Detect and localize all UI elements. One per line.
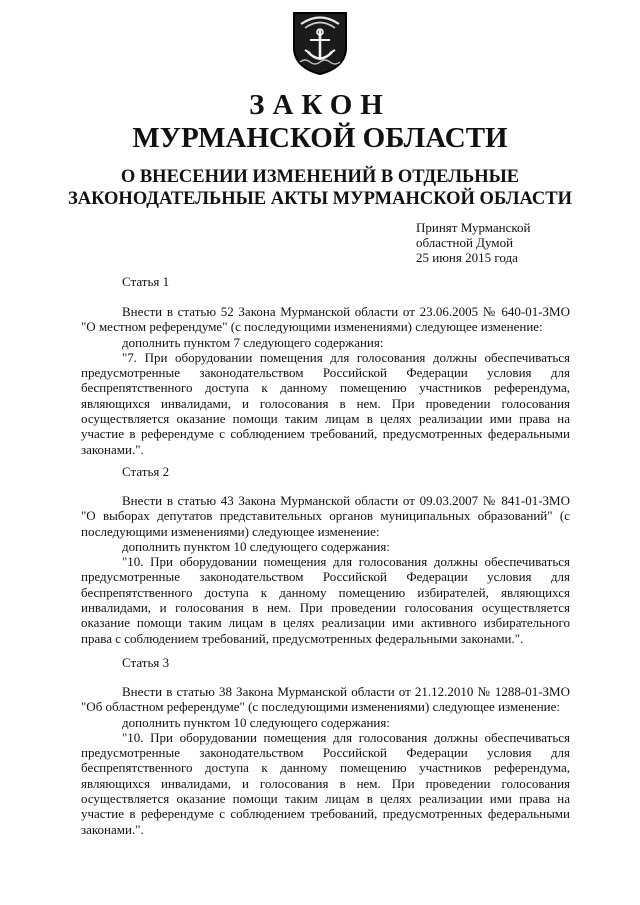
coat-of-arms-icon [291,10,349,76]
article-intro: Внести в статью 38 Закона Мурманской области от 21.12.2010 № 1288-01-ЗМО "Об областном референдуме" (с последующими изменениями) следующее изменение: [81,684,570,715]
adoption-line: 25 июня 2015 года [416,250,518,265]
article-3-body [81,684,570,837]
article-intro: Внести в статью 43 Закона Мурманской области от 09.03.2007 № 841-01-ЗМО "О выборах депутатов представительных органов муниципальных образований" (с последующими изменениями) следующее изменение: [81,493,570,539]
article-text: "7. При оборудовании помещения для голосования должны обеспечиваться предусмотренные законодательством Российской Федерации условия для беспрепятственного доступа к данному помещению участников референдума, являющихся инвалидами, и голосования в нем. При проведении голосования осуществляется оказание помощи таким лицам в целях реализации ими права на участие в референдуме с соблюдением требований, предусмотренных федеральными законами.". [81,349,570,457]
adoption-line: областной Думой [416,235,514,250]
subtitle-line: ЗАКОНОДАТЕЛЬНЫЕ АКТЫ МУРМАНСКОЙ ОБЛАСТИ [67,189,573,209]
article-1-body [81,304,570,457]
article-heading: Статья 2 [122,464,170,479]
article-intro: Внести в статью 52 Закона Мурманской области от 23.06.2005 № 640-01-ЗМО "О местном референдуме" (с последующими изменениями) следующее изменение: [81,304,570,335]
article-heading: Статья 3 [122,655,170,670]
article-text: "10. При оборудовании помещения для голосования должны обеспечиваться предусмотренные законодательством Российской Федерации условия для беспрепятственного доступа к данному помещению избирателей, являющихся инвалидами, и голосования в нем. При проведении голосования осуществляется оказание помощи таким лицам в целях реализации ими активного избирательного права с соблюдением требований, предусмотренных федеральными законами.". [81,554,570,646]
subtitle-line: О ВНЕСЕНИИ ИЗМЕНЕНИЙ В ОТДЕЛЬНЫЕ [120,167,520,187]
article-text: "10. При оборудовании помещения для голосования должны обеспечиваться предусмотренные законодательством Российской Федерации условия для беспрепятственного доступа к данному помещению участников референдума, являющихся инвалидами, и голосования в нем. При проведении голосования осуществляется оказание помощи таким лицам в целях реализации ими права на участие в референдуме с соблюдением требований, предусмотренных федеральными законами.". [81,729,570,837]
article-add: дополнить пунктом 10 следующего содержания: [122,538,390,554]
article-2-body [81,493,570,646]
article-add: дополнить пунктом 7 следующего содержания: [122,334,384,350]
adoption-note [416,220,531,265]
law-subtitle [0,166,640,210]
document-title: ЗАКОН [249,89,391,121]
article-add: дополнить пунктом 10 следующего содержания: [122,714,390,730]
article-heading: Статья 1 [122,274,170,289]
adoption-line: Принят Мурманской [416,220,531,235]
region-name: МУРМАНСКОЙ ОБЛАСТИ [132,122,508,154]
